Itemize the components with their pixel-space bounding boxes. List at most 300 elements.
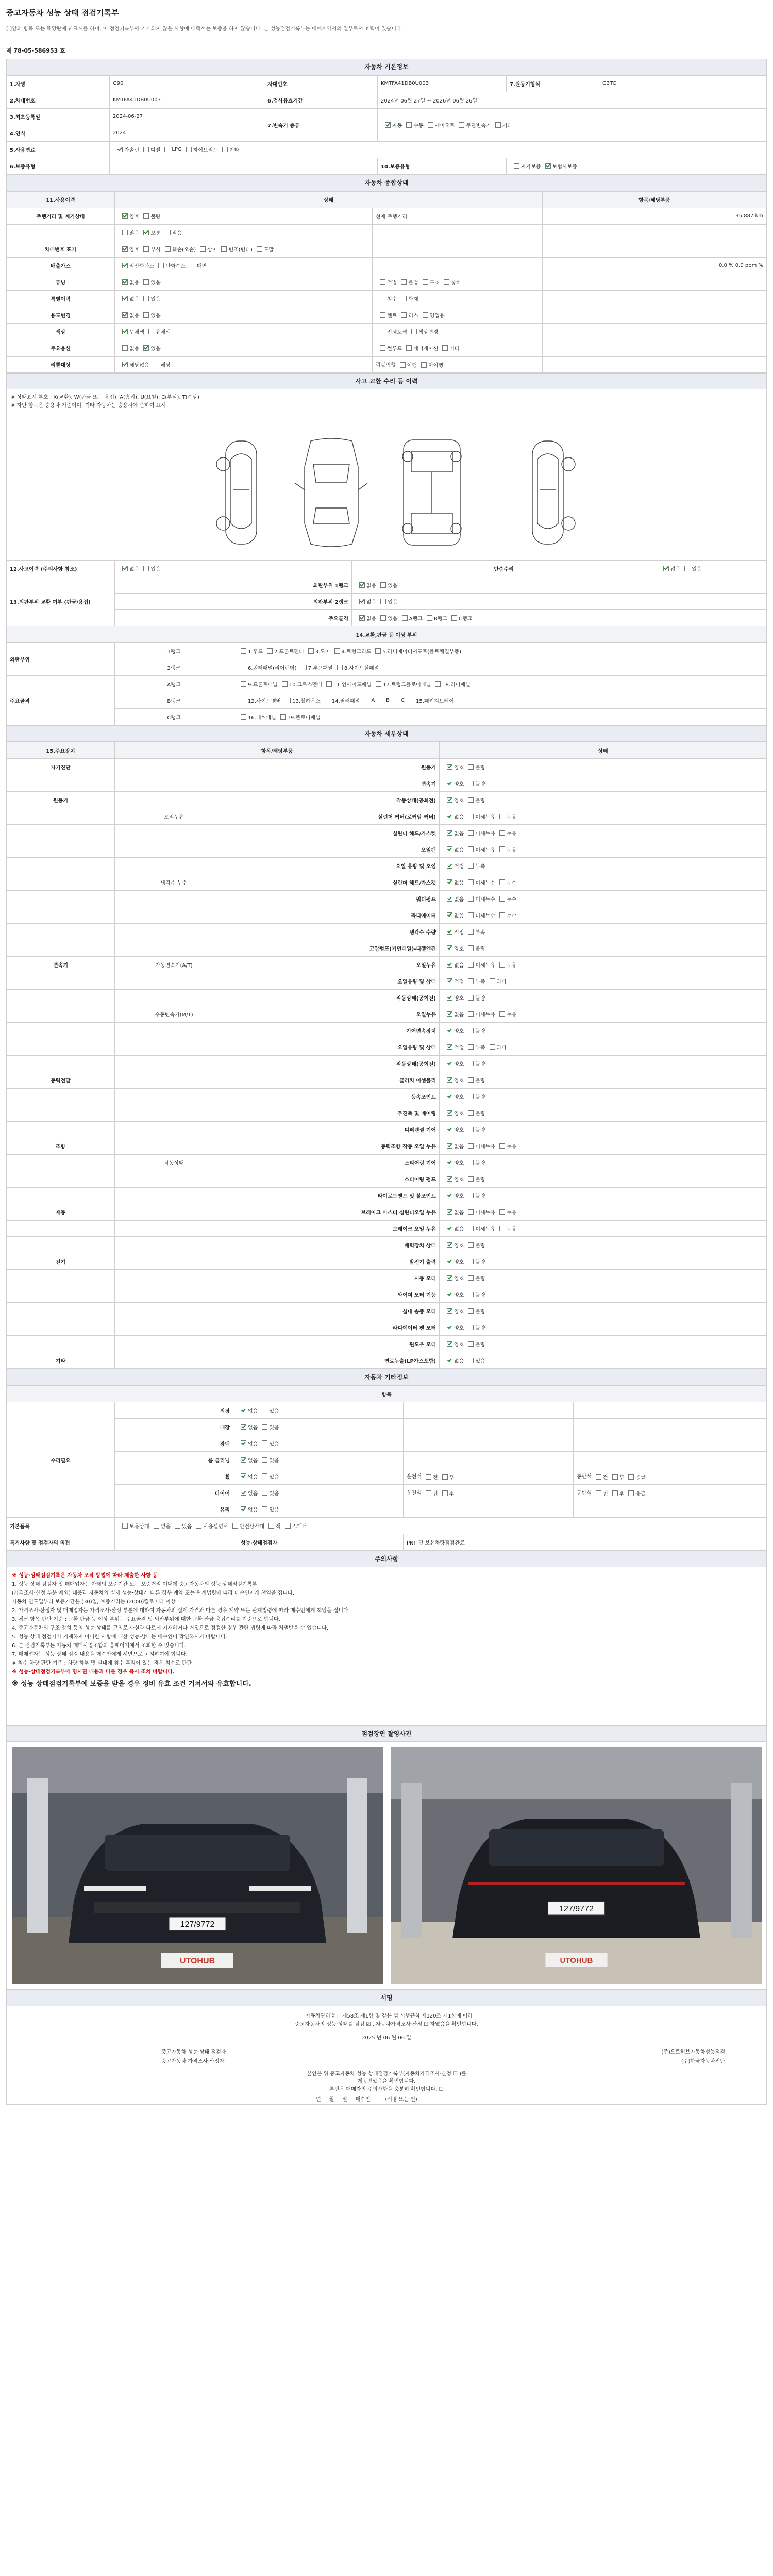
checkbox[interactable] bbox=[468, 1044, 474, 1050]
buyer-signature-line[interactable]: 년 월 일 매수인 (서명 또는 인) bbox=[316, 2097, 417, 2103]
checkbox[interactable] bbox=[447, 1209, 452, 1215]
detail-state-options[interactable] bbox=[440, 808, 767, 825]
checkbox[interactable] bbox=[262, 1424, 267, 1430]
checkbox[interactable] bbox=[468, 1193, 474, 1198]
checkbox[interactable] bbox=[143, 345, 149, 351]
detail-state-options[interactable] bbox=[440, 1188, 767, 1204]
checkbox[interactable] bbox=[447, 863, 452, 869]
checkbox[interactable] bbox=[143, 296, 149, 301]
detail-state-options[interactable] bbox=[440, 1204, 767, 1221]
checkbox[interactable] bbox=[122, 345, 128, 351]
checkbox[interactable] bbox=[447, 1110, 452, 1116]
other-extra-2[interactable] bbox=[574, 1435, 767, 1452]
detail-state-options[interactable] bbox=[440, 759, 767, 775]
detail-state-options[interactable] bbox=[440, 841, 767, 858]
abnormal-items[interactable] bbox=[233, 692, 767, 709]
checkbox[interactable] bbox=[241, 681, 246, 687]
checkbox[interactable] bbox=[143, 213, 149, 219]
checkbox[interactable] bbox=[442, 1474, 448, 1480]
checkbox[interactable] bbox=[241, 1424, 246, 1430]
checkbox[interactable] bbox=[447, 1028, 452, 1033]
checkbox[interactable] bbox=[468, 995, 474, 1001]
checkbox[interactable] bbox=[490, 978, 495, 984]
checkbox[interactable] bbox=[337, 665, 343, 670]
checkbox[interactable] bbox=[401, 312, 407, 318]
checkbox[interactable] bbox=[143, 566, 149, 571]
other-extra-2[interactable] bbox=[574, 1452, 767, 1468]
checkbox[interactable] bbox=[122, 362, 128, 367]
checkbox[interactable] bbox=[468, 1110, 474, 1116]
overall-row-options[interactable] bbox=[115, 274, 373, 291]
checkbox[interactable] bbox=[495, 122, 501, 128]
checkbox[interactable] bbox=[468, 962, 474, 968]
checkbox[interactable] bbox=[158, 263, 164, 268]
checkbox[interactable] bbox=[262, 1408, 267, 1413]
checkbox[interactable] bbox=[596, 1474, 601, 1480]
checkbox[interactable] bbox=[426, 1490, 431, 1496]
checkbox[interactable] bbox=[468, 929, 474, 935]
checkbox[interactable] bbox=[468, 1292, 474, 1297]
checkbox[interactable] bbox=[442, 345, 448, 351]
checkbox[interactable] bbox=[447, 1308, 452, 1314]
checkbox[interactable] bbox=[447, 797, 452, 803]
checkbox[interactable] bbox=[232, 1523, 238, 1529]
outer-rank1-options[interactable] bbox=[352, 577, 767, 594]
checkbox[interactable] bbox=[499, 1011, 505, 1017]
checkbox[interactable] bbox=[122, 279, 128, 285]
other-extra-1[interactable] bbox=[404, 1452, 574, 1468]
checkbox[interactable] bbox=[468, 1226, 474, 1231]
overall-row-options[interactable] bbox=[115, 324, 373, 340]
checkbox[interactable] bbox=[612, 1474, 618, 1480]
checkbox[interactable] bbox=[406, 122, 412, 128]
other-extra-2[interactable]: 동반석 전 후 응급 bbox=[574, 1468, 767, 1485]
fuel-options[interactable] bbox=[110, 142, 767, 158]
detail-state-options[interactable] bbox=[440, 1006, 767, 1023]
checkbox[interactable] bbox=[499, 896, 505, 902]
checkbox[interactable] bbox=[447, 1176, 452, 1182]
checkbox[interactable] bbox=[428, 122, 433, 128]
frame-options[interactable] bbox=[352, 610, 767, 626]
checkbox[interactable] bbox=[447, 1127, 452, 1132]
checkbox[interactable] bbox=[122, 566, 128, 571]
checkbox[interactable] bbox=[241, 648, 246, 654]
overall-row-sub[interactable] bbox=[373, 307, 543, 324]
checkbox[interactable] bbox=[468, 945, 474, 951]
checkbox[interactable] bbox=[468, 1341, 474, 1347]
checkbox[interactable] bbox=[447, 1094, 452, 1099]
checkbox[interactable] bbox=[143, 312, 149, 318]
checkbox[interactable] bbox=[143, 147, 149, 152]
checkbox[interactable] bbox=[268, 1523, 274, 1529]
checkbox[interactable] bbox=[468, 1308, 474, 1314]
other-extra-2[interactable] bbox=[574, 1501, 767, 1518]
checkbox[interactable] bbox=[222, 147, 228, 152]
checkbox[interactable] bbox=[280, 714, 286, 720]
checkbox[interactable] bbox=[447, 814, 452, 819]
checkbox[interactable] bbox=[262, 1457, 267, 1463]
checkbox[interactable] bbox=[186, 147, 192, 152]
detail-state-options[interactable] bbox=[440, 858, 767, 874]
checkbox[interactable] bbox=[154, 362, 159, 367]
detail-state-options[interactable] bbox=[440, 775, 767, 792]
checkbox[interactable] bbox=[490, 1044, 495, 1050]
checkbox[interactable] bbox=[499, 830, 505, 836]
detail-state-options[interactable] bbox=[440, 1286, 767, 1303]
other-extra-1[interactable] bbox=[404, 1501, 574, 1518]
checkbox[interactable] bbox=[499, 814, 505, 819]
detail-state-options[interactable] bbox=[440, 792, 767, 808]
checkbox[interactable] bbox=[447, 1292, 452, 1297]
checkbox[interactable] bbox=[427, 615, 432, 621]
checkbox[interactable] bbox=[423, 279, 428, 285]
checkbox[interactable] bbox=[402, 615, 408, 621]
checkbox[interactable] bbox=[499, 1209, 505, 1215]
checkbox[interactable] bbox=[499, 962, 505, 968]
checkbox[interactable] bbox=[267, 648, 273, 654]
overall-row-sub[interactable] bbox=[373, 208, 543, 225]
checkbox[interactable] bbox=[359, 599, 365, 604]
checkbox[interactable] bbox=[447, 846, 452, 852]
checkbox[interactable] bbox=[435, 681, 441, 687]
overall-row-options[interactable] bbox=[115, 258, 373, 274]
checkbox[interactable] bbox=[545, 163, 551, 169]
checkbox[interactable] bbox=[499, 879, 505, 885]
detail-state-options[interactable] bbox=[440, 1237, 767, 1253]
checkbox[interactable] bbox=[447, 1242, 452, 1248]
checkbox[interactable] bbox=[301, 665, 307, 670]
checkbox[interactable] bbox=[447, 764, 452, 770]
checkbox[interactable] bbox=[447, 1325, 452, 1330]
overall-row-sub[interactable] bbox=[373, 324, 543, 340]
checkbox[interactable] bbox=[262, 1506, 267, 1512]
checkbox[interactable] bbox=[447, 1160, 452, 1165]
checkbox[interactable] bbox=[262, 1440, 267, 1446]
detail-state-options[interactable] bbox=[440, 1221, 767, 1237]
checkbox[interactable] bbox=[447, 1077, 452, 1083]
other-extra-1[interactable]: 운전석 전 후 bbox=[404, 1468, 574, 1485]
checkbox[interactable] bbox=[514, 163, 519, 169]
checkbox[interactable] bbox=[447, 1044, 452, 1050]
checkbox[interactable] bbox=[380, 599, 386, 604]
repair-options[interactable] bbox=[656, 561, 767, 577]
checkbox[interactable] bbox=[122, 263, 128, 268]
detail-state-options[interactable] bbox=[440, 1138, 767, 1155]
detail-state-options[interactable] bbox=[440, 973, 767, 990]
detail-state-options[interactable] bbox=[440, 891, 767, 907]
checkbox[interactable] bbox=[596, 1490, 601, 1496]
overall-row-sub[interactable] bbox=[373, 274, 543, 291]
checkbox[interactable] bbox=[241, 665, 246, 670]
detail-state-options[interactable] bbox=[440, 924, 767, 940]
overall-row-options[interactable] bbox=[115, 307, 373, 324]
checkbox[interactable] bbox=[190, 263, 195, 268]
checkbox[interactable] bbox=[468, 1143, 474, 1149]
detail-state-options[interactable] bbox=[440, 1319, 767, 1336]
checkbox[interactable] bbox=[468, 1011, 474, 1017]
checkbox[interactable] bbox=[375, 648, 381, 654]
checkbox[interactable] bbox=[451, 615, 457, 621]
checkbox[interactable] bbox=[468, 879, 474, 885]
checkbox[interactable] bbox=[447, 945, 452, 951]
detail-state-options[interactable] bbox=[440, 957, 767, 973]
checkbox[interactable] bbox=[364, 698, 369, 703]
checkbox[interactable] bbox=[468, 797, 474, 803]
detail-state-options[interactable] bbox=[440, 1072, 767, 1089]
checkbox[interactable] bbox=[380, 582, 386, 588]
overall-row-sub[interactable] bbox=[373, 340, 543, 357]
checkbox[interactable] bbox=[262, 1490, 267, 1496]
checkbox[interactable] bbox=[401, 279, 407, 285]
checkbox[interactable] bbox=[442, 1490, 448, 1496]
checkbox[interactable] bbox=[612, 1490, 618, 1496]
checkbox[interactable] bbox=[459, 122, 464, 128]
detail-state-options[interactable] bbox=[440, 1105, 767, 1122]
overall-row-sub[interactable] bbox=[373, 258, 543, 274]
checkbox[interactable] bbox=[359, 615, 365, 621]
checkbox[interactable] bbox=[380, 615, 386, 621]
checkbox[interactable] bbox=[468, 1259, 474, 1264]
abnormal-items[interactable] bbox=[233, 709, 767, 725]
checkbox[interactable] bbox=[447, 995, 452, 1001]
checkbox[interactable] bbox=[148, 329, 154, 334]
checkbox[interactable] bbox=[468, 1176, 474, 1182]
detail-state-options[interactable] bbox=[440, 1056, 767, 1072]
checkbox[interactable] bbox=[165, 246, 171, 252]
checkbox[interactable] bbox=[257, 246, 262, 252]
detail-state-options[interactable] bbox=[440, 1270, 767, 1286]
checkbox[interactable] bbox=[409, 698, 414, 703]
checkbox[interactable] bbox=[468, 896, 474, 902]
checkbox[interactable] bbox=[447, 1275, 452, 1281]
checkbox[interactable] bbox=[122, 329, 128, 334]
checkbox[interactable] bbox=[468, 1094, 474, 1099]
transmission-options[interactable] bbox=[378, 109, 767, 142]
checkbox[interactable] bbox=[325, 698, 330, 703]
checkbox[interactable] bbox=[447, 1011, 452, 1017]
checkbox[interactable] bbox=[122, 246, 128, 252]
checkbox[interactable] bbox=[447, 1226, 452, 1231]
checkbox[interactable] bbox=[326, 681, 332, 687]
checkbox[interactable] bbox=[447, 962, 452, 968]
checkbox[interactable] bbox=[117, 147, 123, 152]
other-item-options[interactable] bbox=[233, 1501, 404, 1518]
checkbox[interactable] bbox=[379, 698, 384, 703]
detail-state-options[interactable] bbox=[440, 1089, 767, 1105]
checkbox[interactable] bbox=[468, 764, 474, 770]
detail-state-options[interactable] bbox=[440, 874, 767, 891]
checkbox[interactable] bbox=[468, 1358, 474, 1363]
checkbox[interactable] bbox=[447, 1341, 452, 1347]
checkbox[interactable] bbox=[122, 1523, 128, 1529]
accident-options[interactable] bbox=[115, 561, 352, 577]
checkbox[interactable] bbox=[468, 1209, 474, 1215]
detail-state-options[interactable] bbox=[440, 1171, 767, 1188]
overall-row-options[interactable] bbox=[115, 208, 373, 225]
detail-state-options[interactable] bbox=[440, 1023, 767, 1039]
abnormal-items[interactable] bbox=[233, 643, 767, 659]
checkbox[interactable] bbox=[468, 1275, 474, 1281]
checkbox[interactable] bbox=[468, 846, 474, 852]
checkbox[interactable] bbox=[468, 781, 474, 786]
checkbox[interactable] bbox=[426, 1474, 431, 1480]
checkbox[interactable] bbox=[241, 1408, 246, 1413]
checkbox[interactable] bbox=[421, 362, 427, 368]
checkbox[interactable] bbox=[394, 698, 399, 703]
other-item-options[interactable] bbox=[233, 1435, 404, 1452]
overall-row-options[interactable] bbox=[115, 225, 373, 241]
checkbox[interactable] bbox=[241, 1490, 246, 1496]
checkbox[interactable] bbox=[380, 312, 385, 318]
checkbox[interactable] bbox=[468, 1028, 474, 1033]
checkbox[interactable] bbox=[447, 1259, 452, 1264]
overall-row-options[interactable] bbox=[115, 357, 373, 373]
checkbox[interactable] bbox=[122, 296, 128, 301]
checkbox[interactable] bbox=[385, 122, 391, 128]
overall-row-sub[interactable] bbox=[373, 291, 543, 307]
detail-state-options[interactable] bbox=[440, 825, 767, 841]
checkbox[interactable] bbox=[196, 1523, 201, 1529]
checkbox[interactable] bbox=[262, 1473, 267, 1479]
detail-state-options[interactable] bbox=[440, 1352, 767, 1369]
other-extra-2[interactable] bbox=[574, 1419, 767, 1435]
other-extra-2[interactable]: 동반석 전 후 응급 bbox=[574, 1485, 767, 1501]
other-extra-2[interactable] bbox=[574, 1402, 767, 1419]
checkbox[interactable] bbox=[468, 1160, 474, 1165]
checkbox[interactable] bbox=[241, 1506, 246, 1512]
overall-row-options[interactable] bbox=[115, 340, 373, 357]
other-item-options[interactable] bbox=[233, 1419, 404, 1435]
checkbox[interactable] bbox=[285, 1523, 291, 1529]
checkbox[interactable] bbox=[380, 296, 385, 301]
checkbox[interactable] bbox=[165, 230, 171, 235]
checkbox[interactable] bbox=[376, 681, 381, 687]
checkbox[interactable] bbox=[468, 1242, 474, 1248]
detail-state-options[interactable] bbox=[440, 1122, 767, 1138]
checkbox[interactable] bbox=[380, 329, 385, 334]
checkbox[interactable] bbox=[241, 1457, 246, 1463]
detail-state-options[interactable] bbox=[440, 1039, 767, 1056]
detail-state-options[interactable] bbox=[440, 907, 767, 924]
checkbox[interactable] bbox=[447, 781, 452, 786]
checkbox[interactable] bbox=[200, 246, 206, 252]
checkbox[interactable] bbox=[468, 1325, 474, 1330]
overall-row-sub[interactable] bbox=[373, 225, 543, 241]
outer-rank2-options[interactable] bbox=[352, 594, 767, 610]
detail-state-options[interactable] bbox=[440, 1155, 767, 1171]
checkbox[interactable] bbox=[423, 312, 428, 318]
detail-state-options[interactable] bbox=[440, 1303, 767, 1319]
checkbox[interactable] bbox=[499, 912, 505, 918]
abnormal-items[interactable] bbox=[233, 676, 767, 692]
checkbox[interactable] bbox=[164, 147, 170, 152]
checkbox[interactable] bbox=[241, 714, 246, 720]
other-item-options[interactable] bbox=[233, 1468, 404, 1485]
checkbox[interactable] bbox=[468, 1077, 474, 1083]
checkbox[interactable] bbox=[400, 362, 406, 368]
checkbox[interactable] bbox=[468, 814, 474, 819]
checkbox[interactable] bbox=[447, 912, 452, 918]
detail-state-options[interactable] bbox=[440, 940, 767, 957]
checkbox[interactable] bbox=[308, 648, 314, 654]
checkbox[interactable] bbox=[628, 1474, 634, 1480]
checkbox[interactable] bbox=[447, 1143, 452, 1149]
checkbox[interactable] bbox=[447, 879, 452, 885]
basic-items-options[interactable] bbox=[115, 1518, 767, 1534]
checkbox[interactable] bbox=[122, 312, 128, 318]
checkbox[interactable] bbox=[285, 698, 291, 703]
overall-row-options[interactable] bbox=[115, 241, 373, 258]
checkbox[interactable] bbox=[411, 329, 417, 334]
checkbox[interactable] bbox=[444, 279, 449, 285]
detail-state-options[interactable] bbox=[440, 990, 767, 1006]
other-extra-1[interactable]: 운전석 전 후 bbox=[404, 1485, 574, 1501]
detail-state-options[interactable] bbox=[440, 1336, 767, 1352]
checkbox[interactable] bbox=[468, 1061, 474, 1066]
overall-row-sub[interactable] bbox=[373, 241, 543, 258]
checkbox[interactable] bbox=[499, 846, 505, 852]
warranty-type-options[interactable] bbox=[507, 158, 767, 175]
checkbox[interactable] bbox=[468, 978, 474, 984]
checkbox[interactable] bbox=[143, 279, 149, 285]
detail-state-options[interactable] bbox=[440, 1253, 767, 1270]
checkbox[interactable] bbox=[122, 230, 128, 235]
overall-row-options[interactable] bbox=[115, 291, 373, 307]
checkbox[interactable] bbox=[663, 566, 669, 571]
checkbox[interactable] bbox=[380, 345, 385, 351]
checkbox[interactable] bbox=[175, 1523, 180, 1529]
other-item-options[interactable] bbox=[233, 1452, 404, 1468]
checkbox[interactable] bbox=[447, 978, 452, 984]
checkbox[interactable] bbox=[447, 929, 452, 935]
other-item-options[interactable] bbox=[233, 1485, 404, 1501]
checkbox[interactable] bbox=[241, 698, 246, 703]
checkbox[interactable] bbox=[499, 1226, 505, 1231]
checkbox[interactable] bbox=[468, 863, 474, 869]
other-item-options[interactable] bbox=[233, 1402, 404, 1419]
checkbox[interactable] bbox=[468, 830, 474, 836]
other-extra-1[interactable] bbox=[404, 1402, 574, 1419]
checkbox[interactable] bbox=[401, 296, 407, 301]
checkbox[interactable] bbox=[468, 912, 474, 918]
other-extra-1[interactable] bbox=[404, 1435, 574, 1452]
checkbox[interactable] bbox=[447, 1358, 452, 1363]
checkbox[interactable] bbox=[380, 279, 385, 285]
checkbox[interactable] bbox=[143, 246, 149, 252]
checkbox[interactable] bbox=[122, 213, 128, 219]
checkbox[interactable] bbox=[406, 345, 412, 351]
checkbox[interactable] bbox=[499, 1143, 505, 1149]
checkbox[interactable] bbox=[447, 1061, 452, 1066]
checkbox[interactable] bbox=[468, 1127, 474, 1132]
checkbox[interactable] bbox=[221, 246, 227, 252]
checkbox[interactable] bbox=[447, 896, 452, 902]
checkbox[interactable] bbox=[359, 582, 365, 588]
checkbox[interactable] bbox=[628, 1490, 634, 1496]
checkbox[interactable] bbox=[684, 566, 690, 571]
checkbox[interactable] bbox=[143, 230, 149, 235]
checkbox[interactable] bbox=[241, 1440, 246, 1446]
checkbox[interactable] bbox=[447, 1193, 452, 1198]
checkbox[interactable] bbox=[154, 1523, 159, 1529]
other-extra-1[interactable] bbox=[404, 1419, 574, 1435]
checkbox[interactable] bbox=[241, 1473, 246, 1479]
abnormal-items[interactable] bbox=[233, 659, 767, 676]
checkbox[interactable] bbox=[447, 830, 452, 836]
checkbox[interactable] bbox=[282, 681, 288, 687]
overall-row-sub[interactable]: 리콜이행 이행 미이행 bbox=[373, 357, 543, 373]
checkbox[interactable] bbox=[334, 648, 340, 654]
